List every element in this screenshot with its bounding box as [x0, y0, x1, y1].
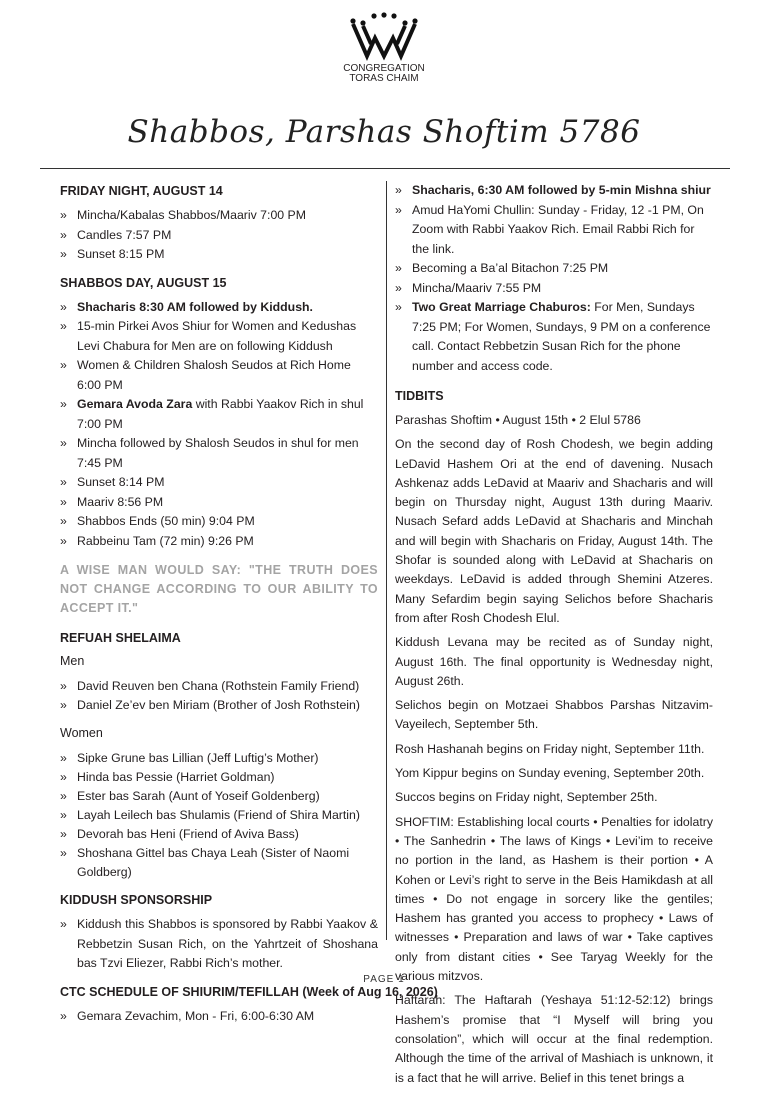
item-bold: Gemara Avoda Zara	[77, 397, 193, 411]
tidbits-paragraph: Yom Kippur begins on Sunday evening, September 20th.	[395, 766, 705, 781]
ctc-heading: CTC SCHEDULE OF SHIURIM/TEFILLAH (Week of Aug 16, 2026)	[60, 984, 438, 999]
list-item	[60, 298, 378, 318]
men-list	[60, 677, 378, 715]
list-item: » David Reuven ben Chana (Rothstein Family Friend)	[60, 677, 378, 696]
list-item: » Kiddush this Shabbos is sponsored by Rabbi Yaakov & Rebbetzin Susan Rich, on the Yahrtzeit of Shoshana bas Tzvi Eliezer, Rabbi Rich’s mother.	[60, 915, 378, 974]
logo-line-2: TORAS CHAIM	[349, 73, 419, 84]
tidbits-paragraph: Rosh Hashanah begins on Friday night, September 11th.	[395, 741, 705, 756]
tidbits-heading: TIDBITS	[395, 389, 444, 403]
item-bold: Two Great Marriage Chaburos:	[412, 300, 591, 314]
tidbits-paragraph: On the second day of Rosh Chodesh, we begin adding LeDavid Hashem Ori at the end of davening. Nusach Ashkenaz adds LeDavid at Maariv and Shacharis and will begin on Thursday night, August 13th during Maariv. Nusach Sefard adds LeDavid at Shacharis and Minchah and will begin with Shacharis on Friday, August 14th. The Shofar is sounded along with LeDavid at Shacharis on weekdays. LeDavid is added through Shemini Atzeres. Many Sefardim begin saying Selichos before Shacharis from after Rosh Chodesh Elul.	[395, 437, 713, 625]
shabbos-heading: SHABBOS DAY, AUGUST 15	[60, 275, 227, 290]
congregation-logo	[334, 12, 434, 84]
list-item: » Hinda bas Pessie (Harriet Goldman)	[60, 768, 378, 787]
list-item: » Becoming a Ba’al Bitachon 7:25 PM	[395, 259, 713, 279]
list-item	[395, 298, 713, 376]
wise-man-quote: A WISE MAN WOULD SAY: "THE TRUTH DOES NOT CHANGE ACCORDING TO OUR ABILITY TO ACCEPT IT."	[60, 563, 378, 615]
list-item: » Amud HaYomi Chullin: Sunday - Friday, 12 -1 PM, On Zoom with Rabbi Yaakov Rich. Email Rabbi Rich for the link.	[395, 201, 713, 260]
list-item: » Layah Leilech bas Shulamis (Friend of Shira Martin)	[60, 806, 378, 825]
tidbits-paragraph: Kiddush Levana may be recited as of Sunday night, August 16th. The final opportunity is Wednesday night, August 26th.	[395, 635, 713, 688]
friday-heading: FRIDAY NIGHT, AUGUST 14	[60, 184, 223, 198]
list-item: » Shoshana Gittel bas Chaya Leah (Sister of Naomi Goldberg)	[60, 844, 378, 882]
list-item: » Shabbos Ends (50 min) 9:04 PM	[60, 512, 378, 532]
list-item: » 15-min Pirkei Avos Shiur for Women and Kedushas Levi Chabura for Men are on following Kiddush	[60, 317, 378, 356]
list-item: » Gemara Zevachim, Mon - Fri, 6:00-6:30 AM	[60, 1007, 378, 1027]
tidbits-paragraph: SHOFTIM: Establishing local courts • Penalties for idolatry • The Sanhedrin • The laws of Kings • Levi’im to receive no portion in the land, as Hashem is their portion • A Kohen or Levi’s right to serve in the Beis Hamikdash at all times • Do not engage in sorcery like the gentiles; Hashem has granted you access to prophecy • Laws of witnesses • Preparation and laws of war • Take captives only from distant cities • See Taryag Weekly for the various mitzvos.	[395, 814, 713, 984]
list-item: » Sunset 8:15 PM	[60, 245, 378, 265]
title-divider	[40, 168, 730, 169]
tidbits-date: Parashas Shoftim • August 15th • 2 Elul 5786	[395, 413, 641, 427]
list-item: » Candles 7:57 PM	[60, 226, 378, 246]
shabbos-list	[60, 298, 378, 552]
tidbits-paragraph: Haftarah: The Haftarah (Yeshaya 51:12-52:12) brings Hashem’s promise that “I Myself will bring you consolation”, which will occur at the final redemption. Although the time of the arrival of Mashiach is unknown, it is a fact that he will arrive. Belief in this tenet brings a	[395, 993, 713, 1085]
friday-list	[60, 206, 378, 265]
list-item: » Rabbeinu Tam (72 min) 9:26 PM	[60, 532, 378, 552]
kiddush-list	[60, 915, 378, 974]
item-text: with Rabbi Yaakov Rich in shul 7:00 PM	[77, 397, 364, 431]
list-item: » Devorah bas Heni (Friend of Aviva Bass)	[60, 825, 378, 844]
item-text: Shacharis 8:30 AM followed by Kiddush.	[77, 299, 313, 314]
item-text: Shacharis, 6:30 AM followed by 5-min Mishna shiur	[412, 183, 711, 197]
women-label: Women	[60, 726, 103, 740]
tidbits-paragraph: Succos begins on Friday night, September 25th.	[395, 790, 658, 805]
list-item: » Sunset 8:14 PM	[60, 473, 378, 493]
list-item: » Ester bas Sarah (Aunt of Yoseif Goldenberg)	[60, 787, 378, 806]
page-title: Shabbos, Parshas Shoftim 5786	[127, 114, 641, 150]
kiddush-heading: KIDDUSH SPONSORSHIP	[60, 893, 213, 907]
list-item: » Sipke Grune bas Lillian (Jeff Luftig’s Mother)	[60, 749, 378, 768]
list-item: » Mincha/Maariv 7:55 PM	[395, 279, 713, 299]
list-item: » Mincha/Kabalas Shabbos/Maariv 7:00 PM	[60, 206, 378, 226]
page-number: PAGE 1	[363, 974, 405, 985]
column-divider	[386, 181, 387, 940]
ctc-list-right	[395, 181, 713, 376]
women-list	[60, 749, 378, 882]
list-item: » Women & Children Shalosh Seudos at Rich Home 6:00 PM	[60, 356, 378, 395]
logo-line-1: CONGREGATION	[343, 63, 425, 74]
men-label: Men	[60, 654, 85, 668]
list-item: » Daniel Ze’ev ben Miriam (Brother of Josh Rothstein)	[60, 696, 378, 715]
item-text: For Men, Sundays 7:25 PM; For Women, Sundays, 9 PM on a conference call. Contact Rebbetzin Susan Rich for the phone number and access code.	[412, 300, 711, 373]
right-column	[395, 183, 713, 1093]
list-item	[395, 181, 713, 201]
tidbits-paragraph: Selichos begin on Motzaei Shabbos Parshas Nitzavim-Vayeilech, September 5th.	[395, 698, 713, 732]
list-item: » Maariv 8:56 PM	[60, 493, 378, 513]
refuah-heading: REFUAH SHELAIMA	[60, 631, 181, 645]
ctc-list-left	[60, 1007, 378, 1027]
list-item: » Mincha followed by Shalosh Seudos in shul for men 7:45 PM	[60, 434, 378, 473]
list-item	[60, 395, 378, 434]
crown-icon	[349, 12, 419, 62]
